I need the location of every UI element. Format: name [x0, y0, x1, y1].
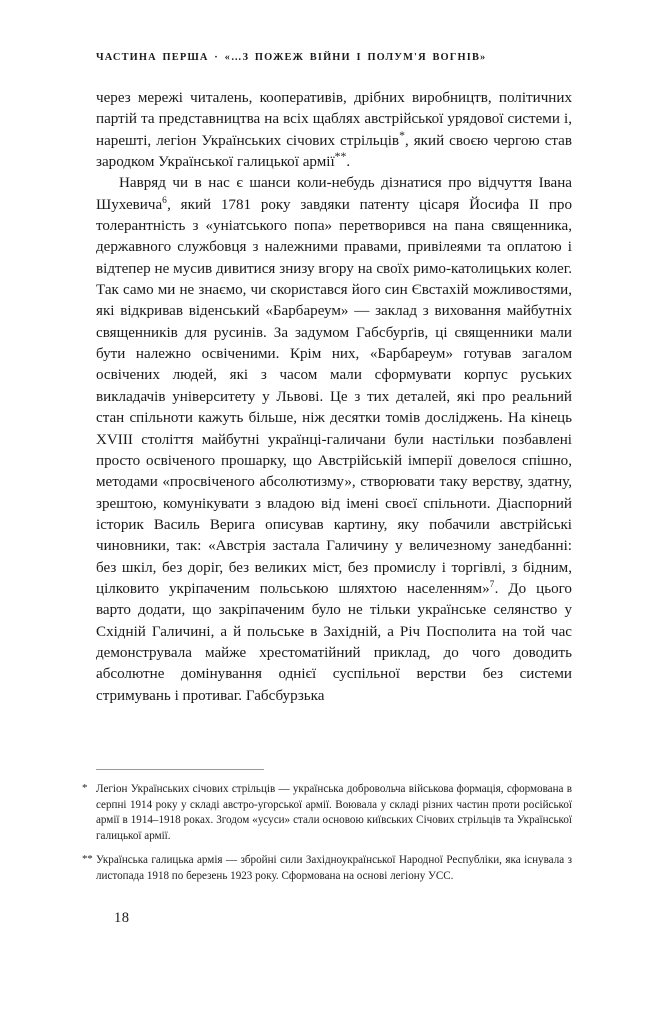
footnote-marker-asterisk[interactable]: * — [399, 128, 405, 142]
page-number: 18 — [114, 910, 130, 926]
footnote-text: Українська галицька армія — збройні сили Західноукраїнської Народної Республіки, яка існувала з листопада 1918 по березень 1923 року. Сформована на основі легіону УСС. — [96, 854, 572, 882]
footnote-text: Легіон Українських січових стрільців — українська добровольча військова формація, сформована в серпні 1914 року у складі австро-угорської армії. Воювала у складі різних частин проти російської армії в 1914–1918 роках. Згодом «усуси» стали основою київських Січових стрільців та Української галицької армії. — [96, 783, 572, 842]
footnote-item — [82, 782, 572, 844]
footnote-marker-7[interactable]: 7 — [489, 579, 495, 590]
paragraph-2-text-c: . До цього варто додати, що закріпаченим було не тільки українське селянство у Східній Галичині, а й польське в Західній, а Річ Посполита на той час демонструвала майже хрестоматійний приклад, до чого доводить абсолютне домінування однієї суспільної верстви без системи стримувань і противаг. Габсбурзька — [96, 580, 572, 704]
paragraph-2 — [96, 173, 572, 707]
paragraph-2-text-b: , який 1781 року завдяки патенту цісаря Йосифа II про толерантність з «уніатського попа» перетворився на пана священника, державного службовця з належними правами, привілеями та оплатою і відтепер не мусив дивитися знизу вгору на своїх римо-католицьких колег. Так само ми не знаємо, чи скористався його син Євстахій можливостями, які відкривав віденський «Барбареум» — заклад з виховання майбутніх священників для русинів. За задумом Габсбурґів, ці священники мали бути належно освіченими. Крім них, «Барбареум» готував загалом освічених людей, які з часом мали сформувати корпус руських викладачів університету у Львові. Це з тих деталей, які про реальний стан спільноти кажуть більше, ніж десятки томів досліджень. На кінець XVIII століття майбутні українці-галичани були настільки позбавлені просто освіченого прошарку, що Австрійській імперії довелося спішно, методами «просвіченого абсолютизму», створювати таку верству, здатну, зрештою, комунікувати з владою від імені своєї спільноти. Діаспорний історик Василь Верига описував картину, яку побачили австрійські чиновники, так: «Австрія застала Галичину у величезному занедбанні: без шкіл, без доріг, без великих міст, без промислу і торгівлі, з бідним, цілковито укріпаченим польською шляхтою населенням» — [96, 196, 572, 597]
footnote-marker: * — [82, 781, 88, 794]
footnote-separator-rule — [96, 769, 264, 770]
footnotes-block — [82, 782, 572, 885]
footnote-marker: ** — [82, 852, 93, 865]
paragraph-1-text-b: , який своєю чергою став зародком Української галицької армії — [96, 132, 573, 171]
body-text-block — [96, 88, 572, 707]
paragraph-1-text-c: . — [346, 154, 351, 171]
paragraph-1 — [96, 88, 572, 173]
running-header: ЧАСТИНА ПЕРША · «…З ПОЖЕЖ ВІЙНИ І ПОЛУМ'Я ВОГНІВ» — [96, 52, 487, 63]
footnote-marker-6[interactable]: 6 — [162, 195, 168, 206]
footnote-item — [82, 853, 572, 884]
paragraph-2-text-a: Навряд чи в нас є шанси коли-небудь дізнатися про відчуття Івана Шухевича — [96, 175, 572, 213]
footnote-marker-double-asterisk[interactable]: ** — [334, 150, 347, 163]
paragraph-1-text-a: через мережі читалень, кооперативів, дрібних виробництв, політичних партій та представництва на всіх щаблях австрійської урядової системи і, нарешті, легіон Українських січових стрільців — [96, 90, 572, 149]
